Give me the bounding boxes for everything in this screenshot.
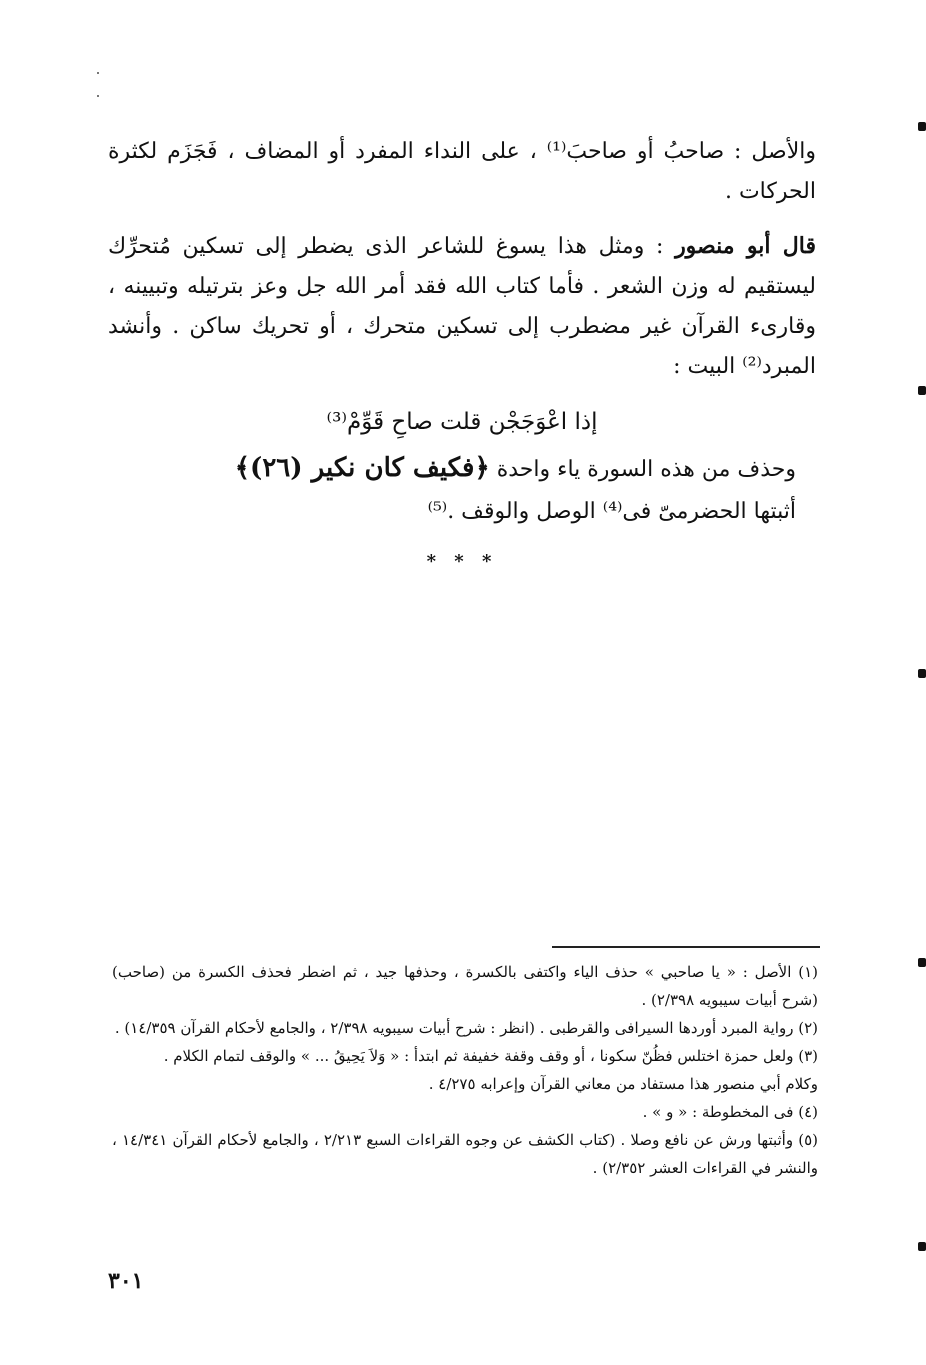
footnote-3: (٣) ولعل حمزة اختلس فظُنّ سكونا ، أو وقف وقفة خفيفة ثم ابتدأ : « وَلاَ يَحِيقُ ... » والوقف لتمام الكلام .	[163, 1047, 818, 1065]
omission-text: وحذف من هذه السورة ياء واحدة	[496, 457, 796, 482]
footnote-3-continuation: وكلام أبي منصور هذا مستفاد من معاني القرآن وإعرابه ٤/٢٧٥ .	[428, 1075, 818, 1093]
scan-edge-mark	[918, 122, 926, 131]
scan-edge-mark	[918, 1242, 926, 1251]
footnote-1: (١) الأصل : « يا صاحبي » حذف الياء واكتفى بالكسرة ، وحذفها جيد ، ثم اضطر فحذف الكسرة من (صاحب) (شرح أبيات سيبويه ٢/٣٩٨) .	[112, 963, 818, 1009]
footnote-2: (٢) رواية المبرد أوردها السيرافى والقرطبى . (انظر : شرح أبيات سيبويه ٢/٣٩٨ ، والجامع لأحكام القرآن ١٤/٣٥٩) .	[114, 1019, 818, 1037]
paragraph-abu-mansur	[108, 226, 816, 387]
paragraph-abu-mansur-text: : ومثل هذا يسوغ للشاعر الذى يضطر إلى تسكين مُتحرِّك ليستقيم له وزن الشعر . فأما كتاب الله فقد أمر الله جل وعز بترتيله وتبيينه ، وقارىء القرآن غير مضطرب إلى تسكين متحرك ، أو تحريك ساكن . وأنشد المبرد⁽²⁾ البيت :	[108, 234, 816, 379]
section-separator: * * *	[426, 551, 498, 572]
scan-edge-mark	[918, 958, 926, 967]
footnotes	[112, 958, 818, 1182]
footnote-rule	[552, 946, 820, 948]
paragraph-origin: والأصل : صاحبُ أو صاحبَ⁽¹⁾ ، على النداء المفرد أو المضاف ، فَجَزَم لكثرة الحركات .	[108, 139, 816, 204]
poetry-verse: إذا اعْوَجَجْن قلت صاحِ قَوِّمْ⁽³⁾	[326, 409, 598, 435]
footnote-4: (٤) فى المخطوطة : « و » .	[642, 1103, 818, 1121]
page-number: ٣٠١	[108, 1268, 144, 1294]
quran-quote: ﴿فكيف كان نكير (٢٦)﴾	[234, 453, 490, 483]
speaker-name: قال أبو منصور	[675, 233, 816, 259]
scan-edge-mark	[918, 669, 926, 678]
footnote-5: (٥) وأثبتها ورش عن نافع وصلا . (كتاب الكشف عن وجوه القراءات السبع ٢/٢١٣ ، والجامع لأحكام القرآن ١٤/٣٤١ ، والنشر في القراءات العشر ٢/٣٥٢) .	[112, 1131, 818, 1177]
scan-edge-mark	[918, 386, 926, 395]
omission-line	[108, 447, 816, 491]
main-text	[108, 132, 816, 572]
margin-speck	[97, 95, 99, 97]
margin-speck	[97, 72, 99, 74]
omission-line-2: أثبتها الحضرمىّ فى⁽⁴⁾ الوصل والوقف .⁽⁵⁾	[427, 499, 796, 524]
